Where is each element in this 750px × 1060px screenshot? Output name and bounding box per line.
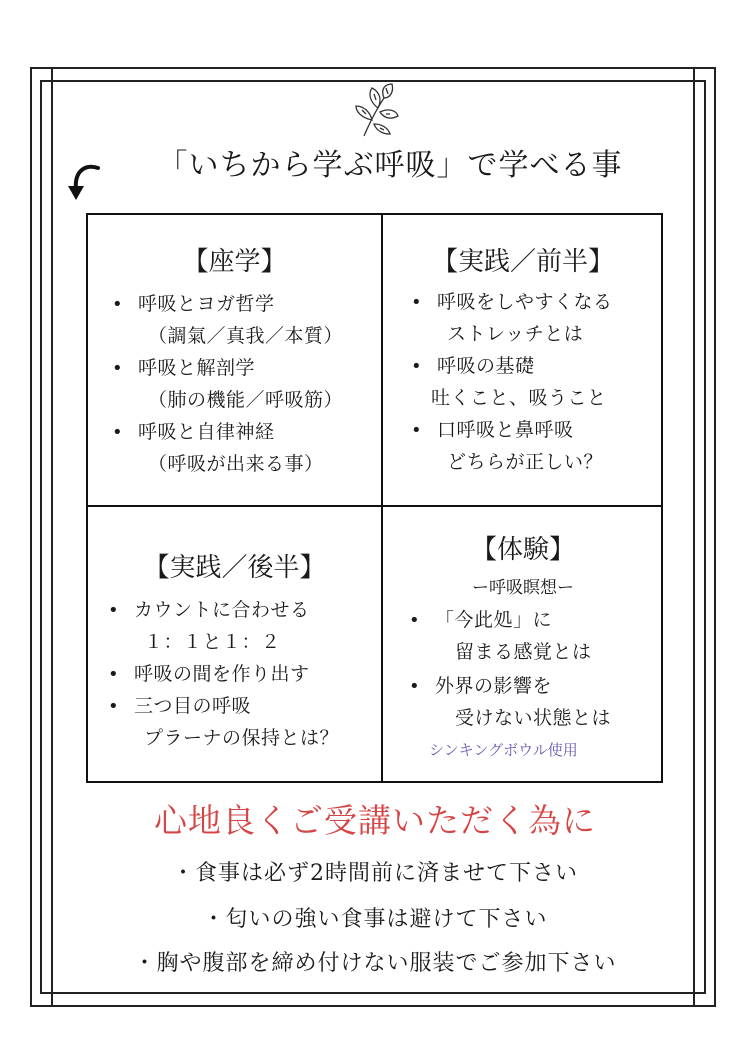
cell-heading: 【体験】 xyxy=(470,535,575,565)
section-headline: 心地良くご受講いただく為に xyxy=(154,801,596,840)
bullet-icon: • xyxy=(411,292,423,313)
item-continuation: （肺の機能／呼吸筋） xyxy=(148,389,344,411)
item-continuation: 受けない状態とは xyxy=(455,707,612,729)
note-line: ・食事は必ず2時間前に済ませて下さい xyxy=(172,861,578,886)
bullet-icon: • xyxy=(409,676,421,697)
item-continuation: 吐くこと、吸うこと xyxy=(431,387,607,409)
item-continuation: 留まる感覚とは xyxy=(455,641,592,663)
bullet-icon: • xyxy=(108,664,120,685)
note-line: ・匂いの強い食事は避けて下さい xyxy=(202,907,548,932)
list-item xyxy=(112,289,275,316)
equipment-note: シンキングボウル使用 xyxy=(429,741,578,759)
cell-heading: 【座学】 xyxy=(182,247,287,277)
item-text: 呼吸の基礎 xyxy=(437,355,535,377)
item-continuation: ストレッチとは xyxy=(447,323,584,345)
curriculum-grid xyxy=(86,213,663,783)
bullet-icon: • xyxy=(112,422,124,443)
bullet-icon: • xyxy=(112,358,124,379)
frame-vertical-line-left xyxy=(51,67,53,1007)
page-title: 「いちから学ぶ呼吸」で学べる事 xyxy=(157,148,623,183)
cell-subheading: ー呼吸瞑想ー xyxy=(472,578,574,598)
bullet-icon: • xyxy=(411,420,423,441)
cell-jissen-kohan xyxy=(88,507,381,783)
list-item xyxy=(108,595,310,622)
item-text: 三つ目の呼吸 xyxy=(134,695,252,717)
cell-jissen-zenhan xyxy=(383,215,663,505)
list-item xyxy=(411,415,574,442)
cell-heading: 【実践／後半】 xyxy=(143,553,326,583)
list-item xyxy=(409,605,552,632)
list-item xyxy=(112,353,255,380)
list-item xyxy=(411,287,613,314)
item-text: 呼吸の間を作り出す xyxy=(134,663,310,685)
item-text: 「今此処」に xyxy=(435,609,553,631)
bullet-icon: • xyxy=(411,356,423,377)
bullet-icon: • xyxy=(108,696,120,717)
item-text: 呼吸と解剖学 xyxy=(138,357,256,379)
item-text: 口呼吸と鼻呼吸 xyxy=(437,419,574,441)
item-text: 呼吸をしやすくなる xyxy=(437,291,613,313)
item-continuation: （調氣／真我／本質） xyxy=(148,325,344,347)
list-item xyxy=(108,691,251,718)
list-item xyxy=(112,417,275,444)
list-item xyxy=(409,671,552,698)
curved-arrow-icon xyxy=(64,160,102,206)
item-text: カウントに合わせる xyxy=(134,599,310,621)
cell-zagaku xyxy=(88,215,381,505)
item-text: 呼吸と自律神経 xyxy=(138,421,275,443)
cell-heading: 【実践／前半】 xyxy=(431,247,614,277)
item-text: 呼吸とヨガ哲学 xyxy=(138,293,275,315)
item-continuation: どちらが正しい？ xyxy=(447,451,604,473)
bullet-icon: • xyxy=(112,294,124,315)
list-item xyxy=(108,659,310,686)
leaf-ornament-icon xyxy=(350,82,400,138)
note-line: ・胸や腹部を締め付けない服装でご参加下さい xyxy=(133,951,617,976)
bullet-icon: • xyxy=(108,600,120,621)
item-continuation: （呼吸が出来る事） xyxy=(148,453,324,475)
frame-vertical-line-right xyxy=(693,67,695,1007)
item-continuation: １：１と１：２ xyxy=(144,631,281,653)
item-continuation: プラーナの保持とは？ xyxy=(144,727,340,749)
item-text: 外界の影響を xyxy=(435,675,553,697)
bullet-icon: • xyxy=(409,610,421,631)
list-item xyxy=(411,351,535,378)
cell-taiken xyxy=(383,507,663,783)
